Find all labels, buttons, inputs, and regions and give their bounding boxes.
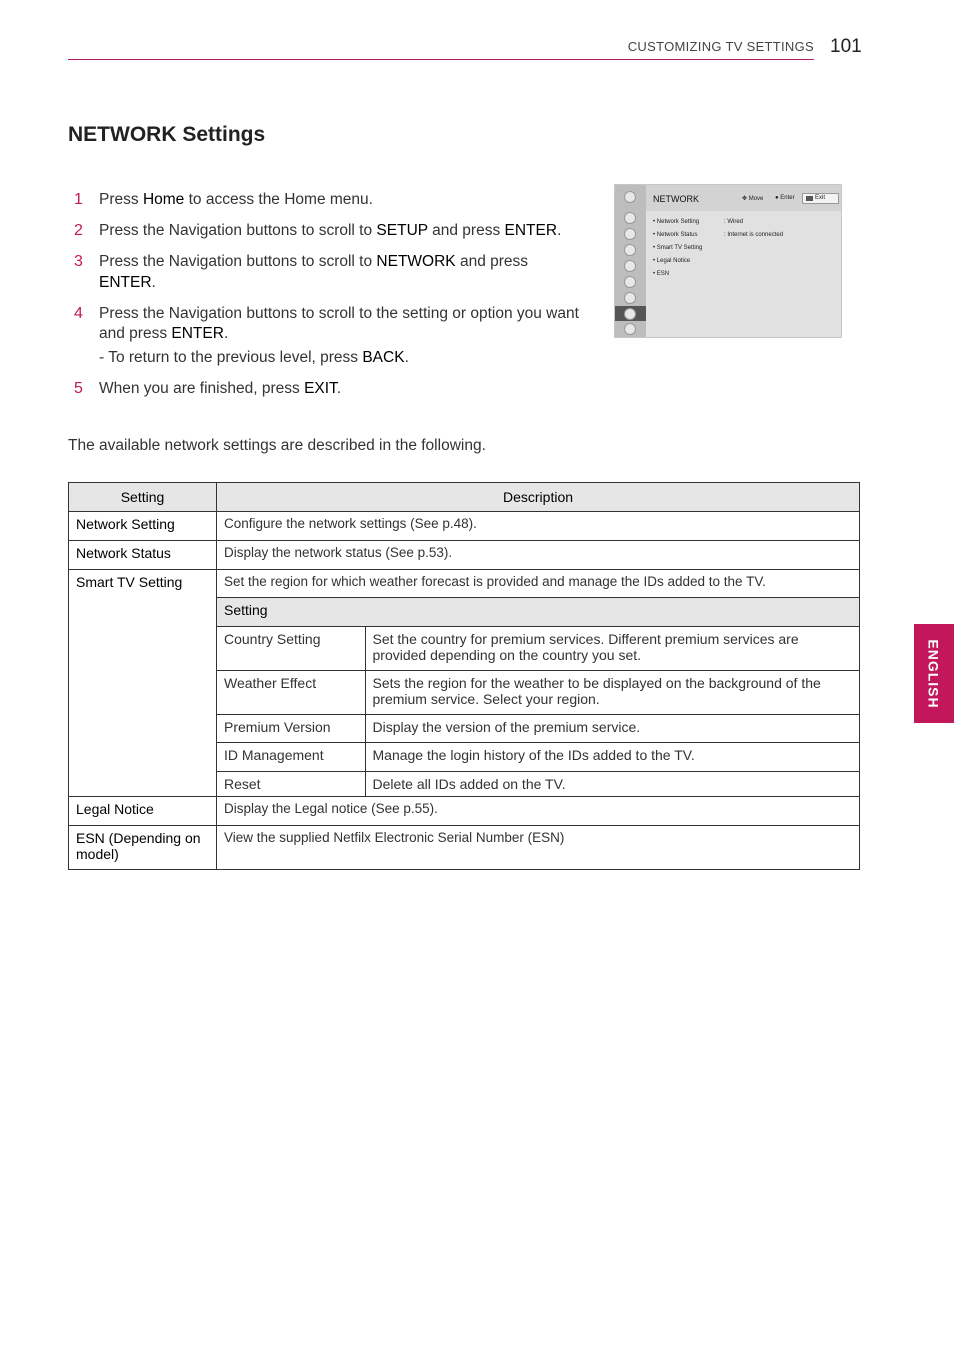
description-cell: Configure the network settings (See p.48). — [217, 512, 860, 541]
menu-rail-icon — [624, 308, 636, 320]
smart-tv-sub-table — [217, 598, 859, 796]
menu-rail-icon — [624, 228, 636, 240]
menu-title: NETWORK — [653, 194, 699, 204]
sub-setting-name: Weather Effect — [217, 670, 365, 714]
menu-rail-icon — [624, 244, 636, 256]
header-section-title: CUSTOMIZING TV SETTINGS — [627, 39, 814, 54]
table-row — [69, 826, 860, 870]
setting-cell: Legal Notice — [69, 797, 217, 826]
step-5: 5 When you are finished, press EXIT. — [68, 379, 588, 400]
network-settings-table — [68, 482, 860, 870]
header-rule — [68, 59, 814, 60]
menu-rail-icon — [624, 212, 636, 224]
setting-cell: Network Setting — [69, 512, 217, 541]
table-row — [69, 570, 860, 797]
table-row — [69, 797, 860, 826]
sub-setting-desc: Set the country for premium services. Different premium services are provided depending on the country you set. — [365, 626, 859, 670]
sub-setting-name: Country Setting — [217, 626, 365, 670]
column-header-description: Description — [217, 483, 860, 512]
sub-setting-name: ID Management — [217, 742, 365, 771]
description-text: Set the region for which weather forecast is provided and manage the IDs added to the TV. — [217, 570, 859, 598]
language-tab — [914, 624, 954, 723]
step-number: 3 — [74, 253, 83, 270]
description-cell — [217, 570, 860, 797]
menu-icon-rail — [615, 185, 646, 337]
sub-setting-desc: Sets the region for the weather to be displayed on the background of the premium service. Select your region. — [365, 670, 859, 714]
move-hint: ✥ Move — [742, 196, 764, 202]
menu-rail-icon — [624, 323, 636, 335]
sub-table-row — [217, 714, 859, 742]
menu-item-esn: • ESN — [653, 271, 670, 277]
sub-header-setting: Setting — [217, 598, 859, 626]
language-tab-label: ENGLISH — [926, 638, 943, 709]
menu-value-network-status: : Internet is connected — [724, 232, 784, 238]
menu-item-network-status: • Network Status — [653, 232, 698, 238]
menu-item-smart-tv-setting: • Smart TV Setting — [653, 245, 703, 251]
step-number: 4 — [74, 304, 83, 322]
description-cell: Display the Legal notice (See p.55). — [217, 797, 860, 826]
steps-list — [68, 190, 588, 410]
page-number: 101 — [830, 36, 862, 57]
menu-value-network-setting: : Wired — [724, 219, 744, 225]
menu-item-legal-notice: • Legal Notice — [653, 258, 691, 264]
step-number: 2 — [74, 222, 83, 239]
step-3: 3 Press the Navigation buttons to scroll to NETWORK and press ENTER. — [74, 253, 529, 291]
menu-rail-icon — [624, 260, 636, 272]
column-header-setting: Setting — [69, 483, 217, 512]
step-number: 5 — [74, 379, 83, 397]
setting-cell: Network Status — [69, 541, 217, 570]
network-menu-screenshot — [614, 184, 842, 338]
setting-cell: Smart TV Setting — [69, 570, 217, 797]
table-header-row — [69, 483, 860, 512]
description-cell: Display the network status (See p.53). — [217, 541, 860, 570]
sub-setting-desc: Delete all IDs added on the TV. — [365, 771, 859, 796]
step-1: 1 Press Home to access the Home menu. — [68, 190, 588, 211]
page-title: NETWORK Settings — [68, 123, 266, 146]
menu-rail-icon — [624, 191, 636, 203]
step-4-note: - To return to the previous level, press BACK. — [99, 348, 409, 366]
sub-setting-name: Reset — [217, 771, 365, 796]
menu-panel — [646, 185, 841, 337]
setting-cell: ESN (Depending on model) — [69, 826, 217, 870]
step-4: 4 Press the Navigation buttons to scroll to the setting or option you want and press ENTER. - To return to the previous level, press BACK. — [68, 304, 588, 369]
sub-table-row — [217, 742, 859, 771]
intro-text: The available network settings are described in the following. — [68, 437, 486, 454]
enter-hint: ● Enter — [775, 195, 795, 201]
table-row — [69, 512, 860, 541]
language-tab-label-wrap — [914, 624, 954, 723]
sub-table-row — [217, 771, 859, 796]
menu-rail-icon — [624, 292, 636, 304]
sub-setting-name: Premium Version — [217, 714, 365, 742]
sub-setting-desc: Display the version of the premium service. — [365, 714, 859, 742]
step-number: 1 — [74, 191, 83, 208]
menu-item-network-setting: • Network Setting — [653, 219, 700, 225]
sub-table-row — [217, 670, 859, 714]
description-cell: View the supplied Netfilx Electronic Serial Number (ESN) — [217, 826, 860, 870]
step-2: 2 Press the Navigation buttons to scroll to SETUP and press ENTER. — [68, 221, 588, 242]
exit-button: Exit — [802, 193, 839, 204]
sub-table-row — [217, 626, 859, 670]
table-row — [69, 541, 860, 570]
sub-setting-desc: Manage the login history of the IDs added to the TV. — [365, 742, 859, 771]
menu-rail-icon — [624, 276, 636, 288]
sub-table-header-row — [217, 598, 859, 626]
